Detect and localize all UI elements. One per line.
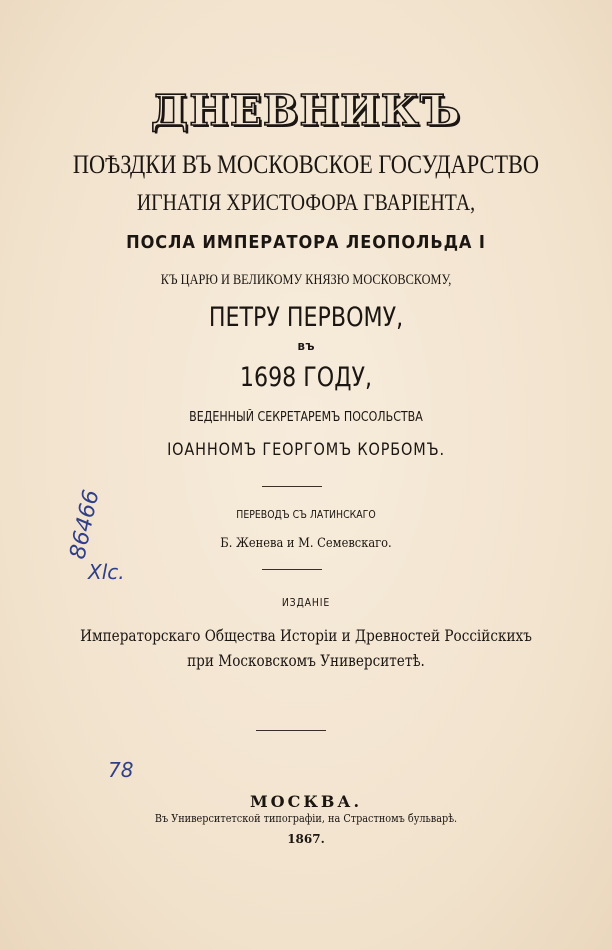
subtitle-line-2: ИГНАТІЯ ХРИСТОФОРА ГВАРІЕНТА, xyxy=(136,190,476,215)
handwritten-number: 78 xyxy=(108,758,134,782)
translation-label: ПЕРЕВОДЪ СЪ ЛАТИНСКАГО xyxy=(236,508,376,521)
divider-3 xyxy=(256,730,326,731)
subtitle-line-6: ВЪ xyxy=(297,342,315,353)
imprint-year: 1867. xyxy=(287,832,325,846)
handwritten-note: Xlc. xyxy=(88,560,125,584)
author-line: ІОАННОМЪ ГЕОРГОМЪ КОРБОМЪ. xyxy=(167,440,445,460)
subtitle-line-3: ПОСЛА ИМПЕРАТОРА ЛЕОПОЛЬДА I xyxy=(126,232,486,253)
subtitle-line-4: КЪ ЦАРЮ И ВЕЛИКОМУ КНЯЗЮ МОСКОВСКОМУ, xyxy=(160,272,452,288)
publisher-line-2: при Московскомъ Университетѣ. xyxy=(187,651,425,670)
subtitle-line-7: 1698 ГОДУ, xyxy=(239,362,373,393)
imprint-printer: Въ Университетской типографіи, на Страстномъ бульварѣ. xyxy=(154,812,458,825)
divider-2 xyxy=(262,569,322,570)
translators: Б. Женева и М. Семевскаго. xyxy=(220,536,392,551)
subtitle-line-8: ВЕДЕННЫЙ СЕКРЕТАРЕМЪ ПОСОЛЬСТВА xyxy=(189,410,423,425)
imprint-city: МОСКВА. xyxy=(249,792,363,811)
handwritten-shelfmark: 86466 xyxy=(65,487,105,562)
publisher-line-1: Императорскаго Общества Исторіи и Древностей Россійскихъ xyxy=(80,626,532,645)
subtitle-line-1: ПОѢЗДКИ ВЪ МОСКОВСКОЕ ГОСУДАРСТВО xyxy=(72,150,540,179)
book-title: ДНЕВНИКЪ xyxy=(150,86,462,135)
divider-1 xyxy=(262,486,322,487)
edition-label: ИЗДАНІЕ xyxy=(281,596,331,609)
subtitle-line-5: ПЕТРУ ПЕРВОМУ, xyxy=(208,302,404,333)
